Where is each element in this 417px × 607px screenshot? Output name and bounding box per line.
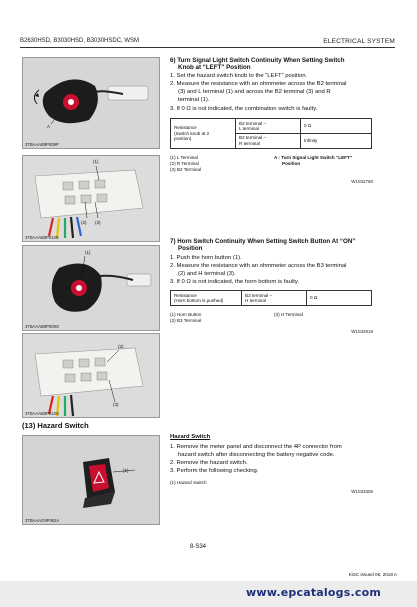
section-13-heading: (13) Hazard Switch [22,421,89,430]
header-section: ELECTRICAL SYSTEM [323,38,395,45]
table-text: position) [174,136,192,142]
photo-caption: 3TBAAAB9P009P [25,142,59,147]
table-text: L terminal [239,125,259,131]
section-7-step: 2. Measure the resistance with an ohmmeter across the B3 terminal [170,263,347,269]
reference-code: W1032919 [351,329,373,334]
section-7-step: (2) and H terminal (3). [178,271,236,277]
section-6-title [170,57,394,72]
section-6-step: (3) and L terminal (1) and across the B2 terminal (3) and R [178,89,331,95]
section-6-step: terminal (1). [178,97,210,103]
section-13-step: 1. Remove the meter panel and disconnect the 4P connector from [170,444,342,450]
header-rule [20,47,395,48]
photo-caption: 3TBAAAB9P009G [25,324,60,329]
issue-info: KiSC issued 06, 2018 A [348,572,397,577]
turn-switch-illustration [23,58,159,148]
table-text: (Horn bottom is pushed) [174,297,224,303]
table-cell [236,133,301,148]
callout-2: (2) [118,344,124,349]
connector-illustration [23,156,159,241]
section-6-resistance-table [170,118,372,149]
section-6-title-line: Knob at “LEFT” Position [178,64,251,72]
watermark-url: www.epcatalogs.com [246,586,381,599]
table-text: R terminal [239,140,260,146]
table-text: Resistance [174,292,197,298]
photo-hazard-switch [22,435,160,525]
table-cell: 0 Ω [307,291,372,306]
photo-turn-switch-knob [22,57,160,149]
table-text: Resistance [174,125,197,131]
section-6-title-line: 6) Turn Signal Light Switch Continuity When Setting Switch [170,57,345,64]
callout-1: (1) [93,159,99,164]
callout-a: A [47,124,51,129]
section-6-step: 3. If 0 Ω is not indicated, the combination switch is faulty. [170,106,318,112]
photo-caption: 3TBAAAB9P010G [25,411,60,416]
photo-horn-button [22,245,160,331]
hazard-switch-subheading: Hazard Switch [170,434,211,440]
table-cell: 0 Ω [301,119,372,134]
table-text: B2 terminal – [239,120,267,126]
photo-caption: 3TBAAAG9P062A [25,518,60,523]
page-number: 8-S34 [190,544,207,550]
callout-1: (1) [123,468,129,473]
photo-connector-terminals [22,155,160,242]
table-text: B2 terminal – [239,135,267,141]
section-13-step: 3. Perform the following checking. [170,468,259,474]
legend-item: (2) R Terminal [170,161,199,166]
callout-3: (3) [113,402,119,407]
table-cell: Infinity [301,133,372,148]
photo-horn-connector [22,333,160,418]
hazard-switch-illustration [23,436,159,524]
horn-switch-illustration [23,246,159,330]
section-7-step: 1. Push the horn button (1). [170,255,242,261]
note-a: A : Turn Signal Light Switch “LEFT” [274,155,353,160]
callout-2: (2) [81,220,87,225]
table-row-label [171,291,242,306]
note-a-cont: Position [282,161,301,166]
callout-3: (3) [95,220,101,225]
table-text: (Switch knob at 2 [174,130,210,136]
table-text: H terminal [245,297,266,303]
section-7-resistance-table [170,290,372,306]
section-7-step: 3. If 0 Ω is not indicated, the horn bottom is faulty. [170,279,300,285]
section-13-step: hazard switch after disconnecting the battery negative code. [178,452,335,458]
table-cell [236,119,301,134]
section-6-step: 2. Measure the resistance with an ohmmeter across the B2 terminal [170,81,347,87]
section-6-step: 1. Set the hazard switch knob to the “LEFT” position. [170,73,308,79]
legend-item: (3) H Terminal [274,312,303,317]
legend-item: (3) B2 Terminal [170,167,202,172]
photo-caption: 3TBAAAB9P010E [25,235,59,240]
connector-illustration [23,334,159,417]
section-7-title-line: Position [178,245,203,253]
table-cell [242,291,307,306]
reference-code: W1032760 [351,179,373,184]
reference-code: W1033305 [351,489,373,494]
callout-1: (1) [85,250,91,255]
table-text: B3 terminal – [245,292,273,298]
section-7-title [170,238,400,253]
legend-item: (2) B3 Terminal [170,318,202,323]
section-13-step: 2. Remove the hazard switch. [170,460,248,466]
header-models: B2630HSD, B3030HSD, B3030HSDC, WSM [20,38,140,44]
section-7-title-line: 7) Horn Switch Continuity When Setting Switch Button At “ON” [170,238,356,245]
legend-item: (1) Hazard Switch [170,480,207,485]
table-row-label [171,119,236,149]
legend-item: (1) Horn Button [170,312,202,317]
legend-item: (1) L Terminal [170,155,198,160]
